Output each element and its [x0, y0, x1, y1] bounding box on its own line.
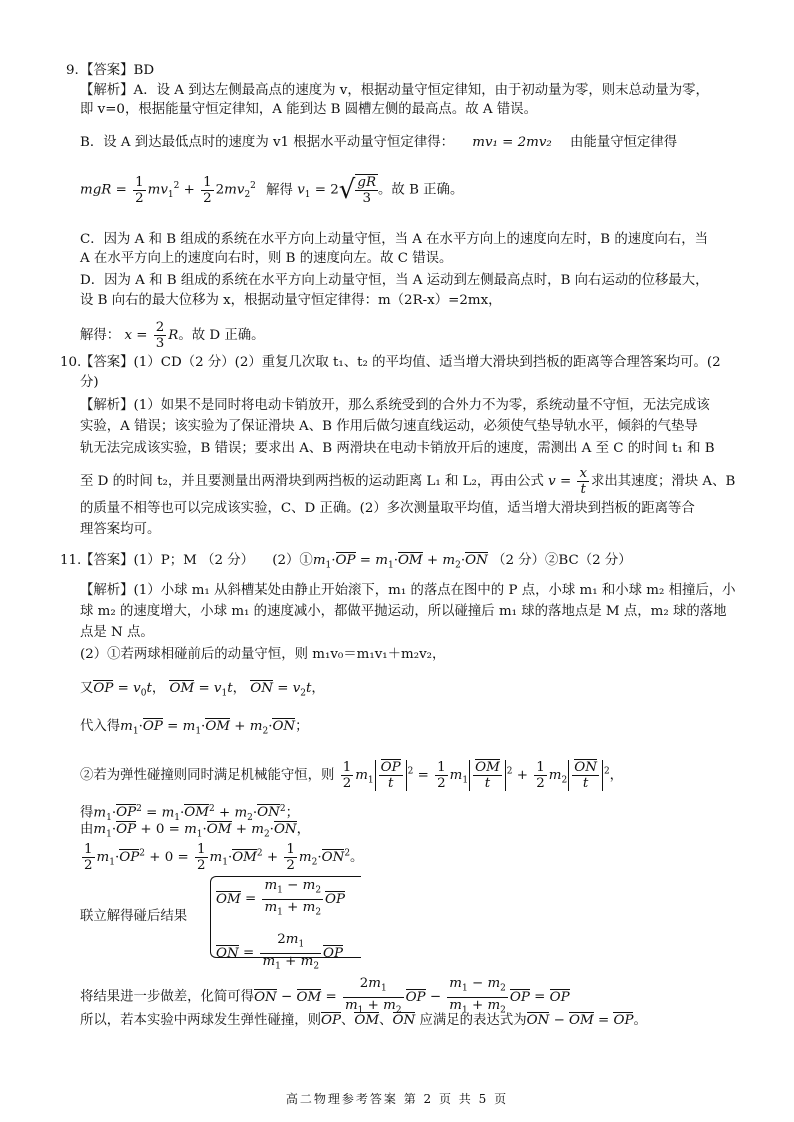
- q9-b-solve-label: 解得: [266, 182, 293, 198]
- q9-analysis-c2: A 在水平方向上的速度向右时，则 B 的速度向左。故 C 错误。: [80, 251, 453, 266]
- question-11-number: 11.: [60, 553, 82, 568]
- q9-analysis-d3: 解得： x = $\frac{2}{3}$ R。故 D 正确。: [80, 320, 265, 351]
- q11-a9-label: 由: [80, 822, 94, 837]
- q10-analysis-4: 至 D 的时间 t₂，并且要测量出两滑块到两挡板的运动距离 L₁ 和 L₂，再由公式 v = $\frac{x}{t}$ 求出其速度；滑块 A、B: [80, 466, 736, 497]
- q9-analysis-a2: 即 v=0，根据能量守恒定律知，A 能到达 B 圆槽左侧的最高点。故 A 错误。: [80, 102, 537, 117]
- q10-analysis-3: 轨无法完成该实验，B 错误；要求出 A、B 两滑块在电动卡销放开后的速度，需测出 A 至 C 的时间 t₁ 和 B: [80, 441, 715, 456]
- q11-answer-part3: （2 分）②BC（2 分）: [492, 553, 632, 568]
- q9-answer: 【答案】BD: [80, 63, 155, 78]
- q11-analysis-3: 点是 N 点。: [80, 625, 154, 640]
- q10-analysis-2: 实验，A 错误；该实验为了保证滑块 A、B 作用后做匀速直线运动，必须使气垫导轨水平，倾斜的气垫导: [80, 419, 698, 434]
- question-9-number: 9.: [66, 63, 79, 78]
- q10-answer-1: 【答案】(1）CD（2 分）(2）重复几次取 t₁、t₂ 的平均值、适当增大滑块到挡板的距离等合理答案均可。(2: [80, 355, 721, 370]
- q9-b-eq1: mv₁ = 2mv₂: [472, 135, 552, 150]
- q9-d-solve-label: 解得：: [80, 328, 121, 343]
- page-footer: 高二物理参考答案 第 2 页 共 5 页: [285, 1092, 509, 1106]
- q11-analysis-1: 【解析】(1）小球 m₁ 从斜槽某处由静止开始滚下，m₁ 的落点在图中的 P 点，小球 m₁ 和小球 m₂ 相撞后，小: [80, 583, 736, 598]
- q10-a4-tail: 求出其速度；滑块 A、B: [591, 474, 736, 489]
- q11-a8-label: 得: [80, 805, 94, 821]
- q10-answer-2: 分): [80, 375, 99, 390]
- q10-a4-text: 至 D 的时间 t₂，并且要测量出两滑块到两挡板的运动距离 L₁ 和 L₂，再由公式: [80, 474, 544, 489]
- q11-answer-part1: 【答案】(1）P；M （2 分）: [80, 553, 255, 568]
- q11-analysis-8: 得$m_1\cdot OP^2 = m_1\cdot OM^2 + m_2\cdot ON^2$；: [80, 804, 299, 824]
- q11-a7-text: ②若为弹性碰撞则同时满足机械能守恒，则: [80, 768, 335, 783]
- q9-b-tail: 由能量守恒定律得: [570, 135, 678, 150]
- q9-analysis-d2: 设 B 向右的最大位移为 x，根据动量守恒定律得：m（2R-x）=2mx，: [80, 293, 502, 308]
- question-10-number: 10.: [60, 355, 82, 370]
- q11-result-on: ON = $\frac{2m_1}{m_1 + m_2}$ OP: [216, 932, 344, 972]
- q11-result-om: OM = $\frac{m_1 - m_2}{m_1 + m_2}$ OP: [216, 878, 346, 918]
- q9-analysis-b1: [80, 134, 677, 152]
- q11-a13-tail: 应满足的表达式为: [419, 1013, 527, 1028]
- q11-analysis-4: (2）①若两球相碰前后的动量守恒，则 m₁v₀＝m₁v₁＋m₂v₂，: [80, 647, 446, 662]
- q11-a13-text: 所以，若本实验中两球发生弹性碰撞，则: [80, 1013, 322, 1028]
- q11-analysis-12: 将结果进一步做差，化简可得ON − OM = $\frac{2m_1}{m_1 + m_2}$ OP − $\frac{m_1 - m_2}{m_1 + m_2}$ OP = OP: [80, 976, 570, 1016]
- q9-b-text: B．设 A 到达最低点时的速度为 v1 根据水平动量守恒定律得：: [80, 135, 454, 150]
- q9-analysis-a1: 【解析】A．设 A 到达左侧最高点的速度为 v，根据动量守恒定律知，由于初动量为零，则末总动量为零，: [80, 83, 709, 98]
- q11-analysis-10: $\frac{1}{2}$ $m_1\cdot OP^2 + 0$ = $\frac{1}{2}$ $m_1\cdot OM^2$ + $\frac{1}{2}$ $m_2\cdot ON^2$。: [84, 842, 364, 873]
- q11-analysis-5: 又OP = $v_0t$， OM = $v_1t$， ON = $v_2t$，: [80, 681, 325, 699]
- q11-answer: 【答案】(1）P；M （2 分） $(2)①m_1\cdot OP = m_1\cdot OM + m_2\cdot ON$ （2 分）②BC（2 分）: [80, 553, 632, 571]
- q10-analysis-1: 【解析】(1）如果不是同时将电动卡销放开，那么系统受到的合外力不为零，系统动量不守恒，无法完成该: [80, 398, 710, 413]
- q11-analysis-11: 联立解得碰后结果: [80, 909, 188, 924]
- q9-analysis-d1: D．因为 A 和 B 组成的系统在水平方向上动量守恒，当 A 运动到左侧最高点时，B 向右运动的位移最大，: [80, 273, 709, 288]
- q11-answer-part2: (2）①: [272, 553, 313, 568]
- q9-analysis-c1: C．因为 A 和 B 组成的系统在水平方向上动量守恒，当 A 在水平方向上的速度向左时，B 的速度向右，当: [80, 232, 709, 247]
- q10-analysis-5: 的质量不相等也可以完成该实验，C、D 正确。(2）多次测量取平均值，适当增大滑块到挡板的距离等合: [80, 501, 695, 516]
- q11-a12-label: 将结果进一步做差，化简可得: [80, 989, 255, 1005]
- q11-analysis-9: 由$m_1\cdot OP + 0 = m_1\cdot OM + m_2\cdot ON$，: [80, 822, 311, 840]
- q9-b-energy-eq: mgR = $\frac{1}{2}$ $mv_1^2$ + $\frac{1}{2}$ $2mv_2^2$ 解得 $v_1 = 2√$ $\frac{gR}{3}$ 。故 B 正确。: [80, 174, 464, 206]
- q11-a5-label: 又: [80, 681, 94, 696]
- q10-analysis-6: 理答案均可。: [80, 522, 161, 537]
- q11-analysis-6: 代入得$m_1\cdot OP = m_1\cdot OM + m_2\cdot ON$；: [80, 719, 309, 737]
- q11-analysis-2: 球 m₂ 的速度增大，小球 m₁ 的速度减小，都做平抛运动，所以碰撞后 m₁ 球的落地点是 M 点，m₂ 球的落地: [80, 604, 727, 619]
- q11-analysis-13: 所以，若本实验中两球发生弹性碰撞，则OP、OM、ON 应满足的表达式为ON − OM = OP。: [80, 1013, 647, 1028]
- q11-a6-label: 代入得: [80, 719, 121, 734]
- q9-d-result: 。故 D 正确。: [178, 328, 265, 343]
- q11-analysis-7: ②若为弹性碰撞则同时满足机械能守恒，则 $\frac{1}{2}$ $m_1$ $\frac{OP}{t}$ $^2$ = $\frac{1}{2}$ $m_1$ $\frac{OM}{t}$ $^2$ + $\frac{1}{2}$ $m_2$ $\frac{ON}{t}$ $^2$，: [80, 760, 624, 791]
- q9-b-result: 。故 B 正确。: [378, 182, 464, 198]
